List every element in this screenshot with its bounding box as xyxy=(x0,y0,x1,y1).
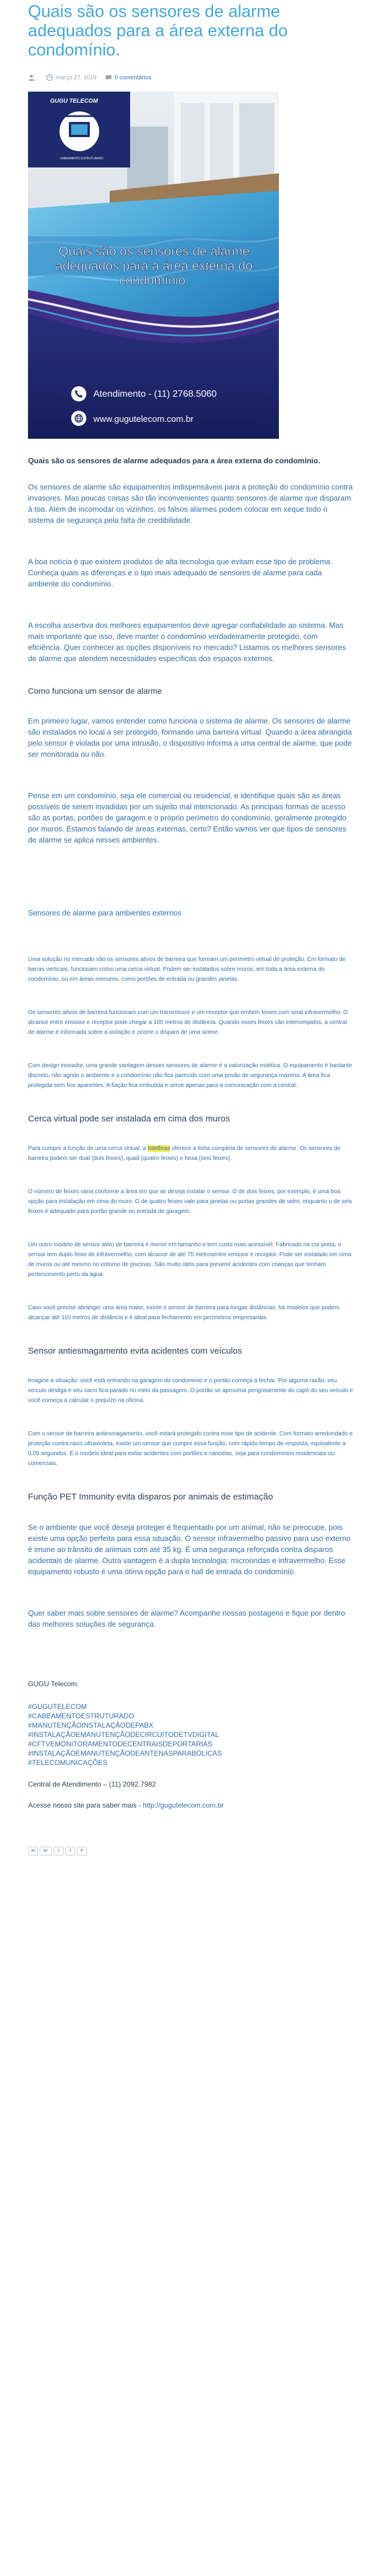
comment-icon xyxy=(105,74,112,81)
hashtag[interactable]: #CFTVEMONITORAMENTODECENTRAISDEPORTARIAS xyxy=(28,1740,212,1748)
author-icon xyxy=(28,74,35,81)
hashtag[interactable]: #TELECOMUNICAÇÕES xyxy=(28,1759,108,1767)
hero-image xyxy=(28,92,279,439)
share-twitter-button[interactable]: t xyxy=(54,1847,64,1855)
lead-paragraph: Quais são os sensores de alarme adequados para a área externa do condomínio. xyxy=(28,456,320,465)
paragraph: Em primeiro lugar, vamos entender como funciona o sistema de alarme. Os sensores de alarme são instalados no local a ser protegido, formando uma barreira virtual. Quando a área abrangida pelo sensor é violada por uma intrusão, o dispositivo informa a uma central de alarme, que pode ser monitorada ou não. xyxy=(28,716,352,759)
hashtag-list xyxy=(28,1702,353,1767)
paragraph: Os sensores ativos de barreira funcionam com um transmissor e um receptor que emitem feixes com sinal infravermelho. O alcance entre emissor e receptor pode chegar a 100 metros de distância. Quando esses feixes são interrompidos, a central de alarme é informada sobre a violação e ocorre o disparo de uma sirene. xyxy=(28,1009,348,1036)
hero-brand-name: GUGU TELECOM xyxy=(50,98,98,104)
site-prefix: Acesse nosso site para saber mais - xyxy=(28,1801,143,1809)
share-buttons xyxy=(28,1847,353,1855)
hero-banner-text: Quais são os sensores de alarme adequados para a área externa do condomínio. xyxy=(55,244,253,288)
share-facebook-button[interactable]: f xyxy=(65,1847,75,1855)
post-meta xyxy=(28,73,353,82)
section-heading-pet-immunity: Função PET Immunity evita disparos por animais de estimação xyxy=(28,1492,273,1502)
section-heading-external: Sensores de alarme para ambientes externos xyxy=(28,908,182,917)
site-link[interactable]: http://gugutelecom.com.br xyxy=(142,1801,224,1809)
hashtag[interactable]: #MANUTENÇÃOINSTALAÇÃODEPABX xyxy=(28,1721,153,1729)
paragraph: Com design inovador, uma grande vantagem desses sensores de alarme é a valorização estética. O equipamento é bastante discreto, não agride o ambiente e o condomínio não fica parecido com uma prisão de segurança máxima. A área fica protegida sem fios aparentes. A fiação fica embutida e serve apenas para a comunicação com a central. xyxy=(28,1062,352,1089)
clock-icon xyxy=(46,74,53,81)
section-heading-how-it-works: Como funciona um sensor de alarme xyxy=(28,686,162,695)
signature: GUGU Telecom. xyxy=(28,1680,79,1688)
hero-phone-line: Atendimento - (11) 2768.5060 xyxy=(93,389,217,399)
paragraph: Os sensores de alarme são equipamentos indispensáveis para a proteção do condomínio contra invasores. Mas poucas coisas são tão inconvenientes quanto sensores de alarme que disparam à toa. Além de incomodar os vizinhos, os falsos alarmes podem colocar em xeque todo o sistema de segurança pela falta de credibilidade. xyxy=(28,483,353,525)
hero-site-line: www.gugutelecom.com.br xyxy=(93,414,194,424)
post-title: Quais são os sensores de alarme adequados para a área externa do condomínio. xyxy=(28,2,288,60)
share-blog-button[interactable]: B! xyxy=(40,1847,52,1855)
paragraph: Se o ambiente que você deseja proteger é frequentado por um animal, não se preocupe, pois existe uma opção perfeita para essa situação. O sensor infravermelho passivo para uso externo é imune ao trânsito de animais com até 35 kg. É uma segurança reforçada contra disparos acidentais de alarme. Outra vantagem é a dupla tecnologia: microondas e infravermelho. Esse equipamento robusto é uma ótima opção para o hall de entrada do condomínio. xyxy=(28,1523,351,1576)
intelbras-link[interactable]: Intelbras xyxy=(148,1145,170,1152)
central-phone-line: Central de Atendimento – (11) 2092.7982 xyxy=(28,1780,156,1788)
paragraph: Imagine a situação: você está entrando na garagem do condomínio e o portão começa a fechar. Por alguma razão, seu veículo desliga e seu carro fica parado no meio da passagem. O portão se aproxima perigosamente do capô do seu veículo e você começa a calcular o prejuízo na oficina. xyxy=(28,1378,353,1404)
hashtag[interactable]: #INSTALAÇÃOEMANUTENÇÃODECIRCUITODETVDIGITAL xyxy=(28,1731,219,1739)
hashtag[interactable]: #GUGUTELECOM xyxy=(28,1703,87,1711)
paragraph: Um outro modelo de sensor ativo de barreira é menor em tamanho e tem custo mais acessível. Fabricado na cor preta, o sensor tem duplo feixe de infravermelho, com alcance de até 70 metrosentre emissor e receptor. Pode ser instalado em cima de muros ou até mesmo no entorno de piscinas. São muito úteis para prevenir acidentes com crianças que tenham pertencimento perto da água. xyxy=(28,1242,352,1278)
comments-link[interactable]: 0 comentários xyxy=(114,74,152,81)
section-heading-anti-crush: Sensor antiesmagamento evita acidentes com veículos xyxy=(28,1346,242,1356)
site-line xyxy=(28,1801,353,1809)
paragraph-intelbras xyxy=(28,1144,353,1163)
hero-brand-tagline: CABEAMENTO ESTRUTURADO xyxy=(60,157,104,160)
share-pinterest-button[interactable]: P xyxy=(77,1847,87,1855)
paragraph: A boa notícia é que existem produtos de alta tecnologia que evitam esse tipo de problema. Conheça quais as diferenças e o tipo mais adequado de sensores de alarme para cada ambiente do condomínio. xyxy=(28,557,333,588)
paragraph: A escolha assertiva dos melhores equipamentos deve agregar confiabilidade ao sistema. Mas mais importante que isso, deve manter o condomínio verdadeiramente protegido, com eficiência. Quer conhecer as opções disponíveis no mercado? Listamos os melhores sensores de alarme que atendem necessidades específicas dos espaços externos. xyxy=(28,621,346,663)
text-span: Para cumprir a função de uma cerca virtual, a xyxy=(28,1145,148,1152)
phone-icon xyxy=(71,386,86,401)
paragraph: Pense em um condomínio, seja ele comercial ou residencial, e identifique quais são as áreas possíveis de serem invadidas por um sujeito mal intencionado. As principais formas de acesso são as portas, portões de garagem e o próprio perímetro do condomínio, geralmente protegido por muros. Estamos falando de áreas externas, certo? Então vamos ver que tipos de sensores de alarme se aplica nesses ambientes. xyxy=(28,791,347,844)
paragraph: Caso você precise abranger uma área maior, existe o sensor de barreira para longas distâncias: há modelos que podem alcançar até 110 metros de distância e é ideal para fechamento em perímetros empresariais. xyxy=(28,1305,340,1321)
post-body xyxy=(28,455,353,1890)
paragraph: Uma solução no mercado são os sensores ativos de barreira que formam um perímetro virtual de proteção. Em formato de barras verticais, funcionam como uma cerca virtual. Podem ser instalados sobre muros, em toda a área externa do condomínio, ou em áreas menores, como portões de entrada ou grandes janelas. xyxy=(28,956,346,983)
text-span: oferece a linha completa de sensores de alarme. Os sensores de barreira podem ser dual (dois feixes), quad (quatro feixes) e hexa (seis feixes). xyxy=(28,1145,341,1162)
hashtag[interactable]: #CABEAMENTOESTRUTURADO xyxy=(28,1712,134,1720)
globe-icon xyxy=(71,411,86,426)
paragraph-cta: Quer saber mais sobre sensores de alarme? Acompanhe nossas postagens e fique por dentro das melhores soluções de segurança. xyxy=(28,1609,345,1628)
paragraph: O número de feixes varia conforme a área em que se deseja instalar o sensor. O de dois feixes, por exemplo, é uma boa opção para instalação em cima do muro. O de quatro feixes vale para janelas ou portas grandes de vidro, enquanto o de seis feixes é adequado para portão grande ou entrada de garagem. xyxy=(28,1189,352,1215)
post-date[interactable]: março 27, 2019 xyxy=(56,74,97,81)
paragraph: Com o sensor de barreira antiesmagamento, você estará protegido contra esse tipo de acidente. Com formato arredondado e proteção contra raios ultravioleta, existe um sensor que cumpre essa função, com rápido tempo de resposta, equivalente a 0,05 segundos. É o modelo ideal para evitar acidentes com portões e cancelas, seja para condomínios residenciais ou comerciais. xyxy=(28,1431,353,1467)
share-email-button[interactable]: M xyxy=(28,1847,38,1855)
section-heading-virtual-fence: Cerca virtual pode ser instalada em cima dos muros xyxy=(28,1114,230,1124)
hashtag[interactable]: #INSTALAÇÃOEMANUTENÇÃODEANTENASPARABÓLICAS xyxy=(28,1749,222,1757)
